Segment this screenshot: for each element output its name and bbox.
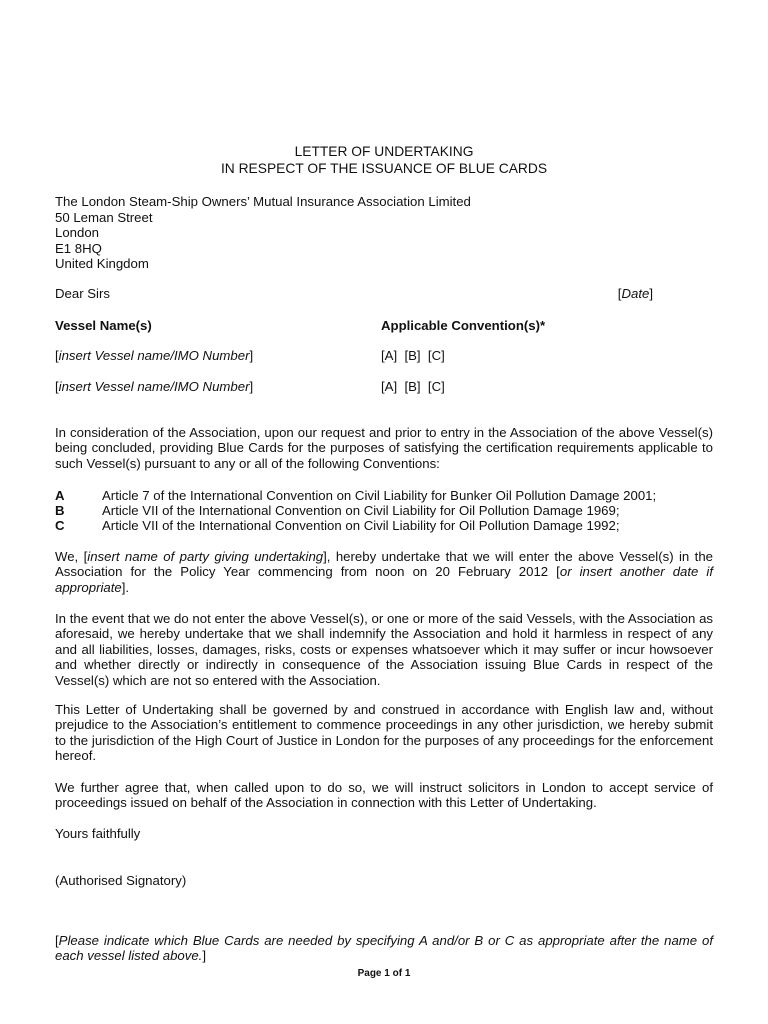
date-field	[618, 286, 653, 302]
instruction-note	[55, 933, 713, 964]
address-line-2: 50 Leman Street	[55, 209, 153, 225]
vessel-bracket-close: ]	[249, 348, 254, 363]
convention-header: Applicable Convention(s)*	[381, 318, 546, 333]
convention-list	[55, 488, 713, 534]
jurisdiction-paragraph: This Letter of Undertaking shall be governed by and construed in accordance with English law and, without prejudice to the Association’s entitlement to commence proceedings in any other jurisdiction, we hereby submit to the jurisdiction of the High Court of Justice in London for the purposes of any proceedings for the enforcement hereof.	[55, 702, 713, 764]
indemnity-paragraph: In the event that we do not enter the above Vessel(s), or one or more of the said Vessels, with the Association as aforesaid, we hereby undertake that we shall indemnify the Association and hold it harmless in respect of any and all liabilities, losses, damages, risks, costs or expenses whatsoever which it may suffer or incur howsoever and whether directly or indirectly in consequence of the Association issuing Blue Cards in respect of the Vessel(s) which are not so entered with the Association.	[55, 611, 713, 688]
convention-letter: A	[55, 488, 65, 503]
consideration-paragraph: In consideration of the Association, upon our request and prior to entry in the Association of the above Vessel(s) being concluded, providing Blue Cards for the purposes of satisfying the certification requirements applicable to such Vessel(s) pursuant to any or all of the following Conventions:	[55, 425, 713, 471]
date-placeholder: Date	[621, 286, 650, 301]
date-bracket-open: [	[617, 286, 622, 301]
vessel-name-field	[55, 348, 253, 363]
vessel-table-header	[55, 318, 713, 334]
letter-page	[55, 0, 713, 1024]
undertaking-text-end: ].	[121, 579, 130, 595]
convention-text: Article 7 of the International Convention on Civil Liability for Bunker Oil Pollution Damage 2001;	[102, 488, 657, 503]
undertaking-text-mid: ], hereby undertake that we will enter the above Vessel(s) in the Association for the Policy Year commencing from noon on 20 February 2012 [	[55, 549, 713, 580]
recipient-address	[55, 194, 471, 272]
convention-letter: C	[55, 518, 65, 534]
vessel-name-field	[55, 379, 253, 394]
convention-item	[55, 518, 713, 533]
valediction: Yours faithfully	[55, 826, 141, 841]
address-line-5: United Kingdom	[55, 256, 149, 272]
vessel-conventions: [A] [B] [C]	[381, 379, 445, 394]
note-bracket-open: [	[55, 933, 59, 948]
alternative-date-placeholder: or insert another date if appropriate	[55, 564, 713, 595]
letter-title	[55, 143, 713, 177]
convention-text: Article VII of the International Convention on Civil Liability for Oil Pollution Damage 1992;	[102, 518, 620, 534]
service-paragraph: We further agree that, when called upon to do so, we will instruct solicitors in London to accept service of proceedings issued on behalf of the Association in connection with this Letter of Undertaking.	[55, 780, 713, 811]
convention-letter: B	[55, 503, 65, 519]
page-number: Page 1 of 1	[357, 968, 411, 979]
vessel-name-header: Vessel Name(s)	[55, 318, 152, 333]
vessel-conventions: [A] [B] [C]	[381, 348, 445, 363]
undertaking-text-start: We, [	[55, 549, 88, 564]
convention-item	[55, 488, 713, 503]
vessel-bracket-open: [	[55, 379, 59, 394]
address-line-4: E1 8HQ	[55, 240, 102, 256]
vessel-name-placeholder: insert Vessel name/IMO Number	[58, 348, 250, 363]
address-line-3: London	[55, 225, 100, 241]
undertaking-paragraph	[55, 549, 713, 595]
date-bracket-close: ]	[649, 286, 653, 301]
note-text: Please indicate which Blue Cards are needed by specifying A and/or B or C as appropriate after the name of each vessel listed above.	[55, 933, 713, 964]
vessel-row	[55, 348, 713, 364]
vessel-bracket-close: ]	[249, 379, 254, 394]
convention-text: Article VII of the International Convention on Civil Liability for Oil Pollution Damage 1969;	[102, 503, 620, 519]
vessel-row	[55, 379, 713, 395]
note-bracket-close: ]	[202, 948, 207, 964]
title-line-2: IN RESPECT OF THE ISSUANCE OF BLUE CARDS	[220, 161, 548, 176]
party-placeholder: insert name of party giving undertaking	[87, 549, 324, 564]
vessel-bracket-open: [	[55, 348, 59, 363]
title-line-1: LETTER OF UNDERTAKING	[294, 144, 474, 159]
convention-item	[55, 503, 713, 518]
vessel-name-placeholder: insert Vessel name/IMO Number	[58, 379, 250, 394]
address-line-1: The London Steam-Ship Owners’ Mutual Insurance Association Limited	[55, 194, 471, 209]
salutation-row	[55, 286, 713, 302]
signatory-label: (Authorised Signatory)	[55, 873, 187, 888]
greeting: Dear Sirs	[55, 286, 110, 301]
